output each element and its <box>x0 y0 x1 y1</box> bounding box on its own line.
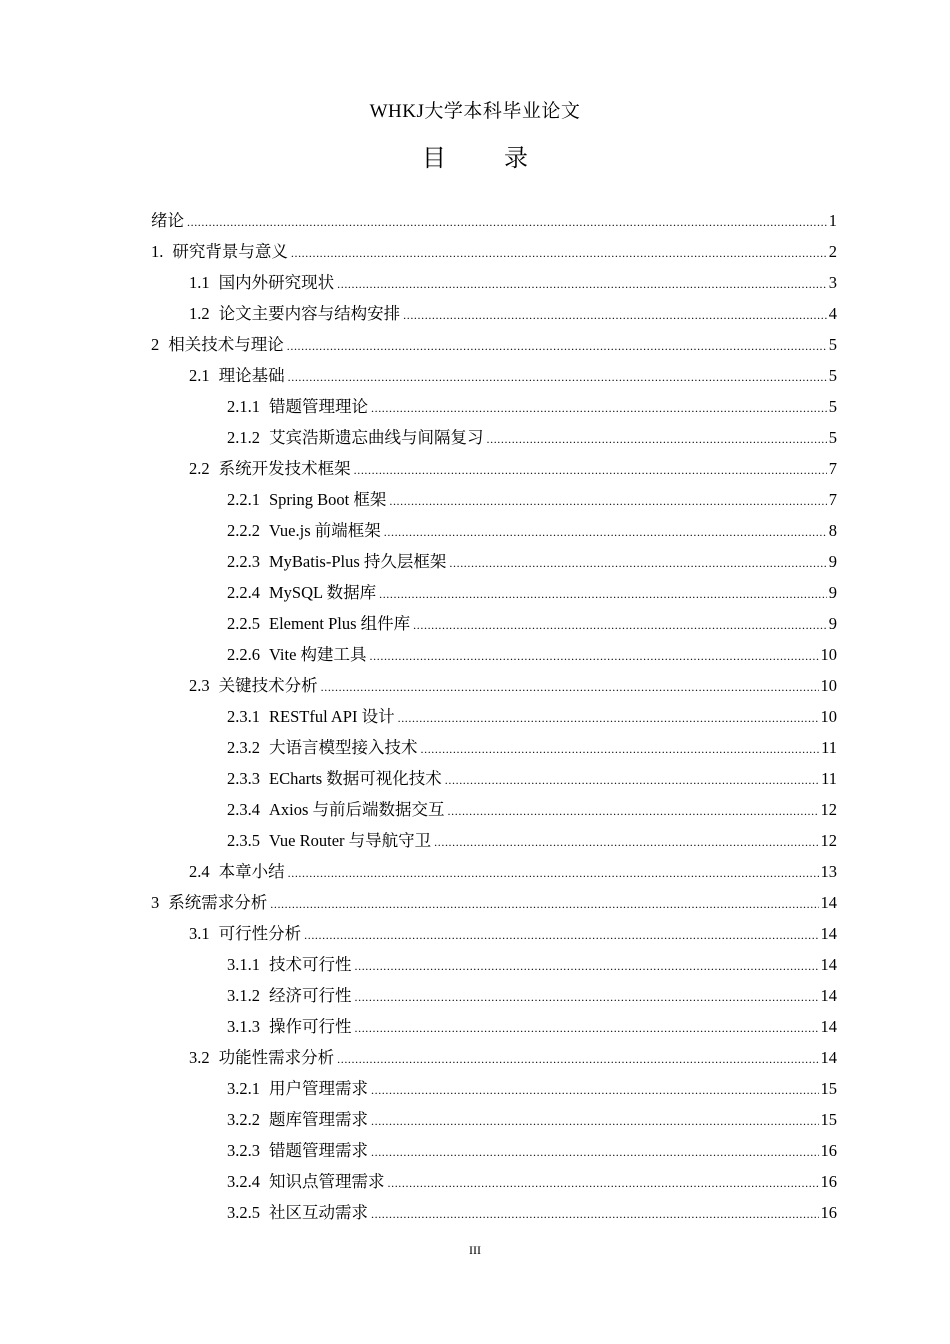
toc-entry-page: 16 <box>820 1141 837 1160</box>
toc-entry-title: 用户管理需求 <box>269 1079 368 1098</box>
toc-entry[interactable] <box>151 1166 837 1197</box>
toc-entry-page: 9 <box>828 614 837 633</box>
toc-entry-page: 14 <box>820 924 837 943</box>
toc-entry-page: 5 <box>828 428 837 447</box>
toc-dot-leader <box>337 1044 818 1075</box>
toc-entry[interactable] <box>151 608 837 639</box>
toc-entry[interactable] <box>151 453 837 484</box>
toc-entry-number: 2.1.1 <box>227 397 260 416</box>
toc-dot-leader <box>403 300 827 331</box>
toc-entry-page: 5 <box>828 397 837 416</box>
toc-dot-leader <box>413 610 827 641</box>
toc-entry-title: 研究背景与意义 <box>172 242 288 261</box>
toc-dot-leader <box>371 1075 819 1106</box>
toc-entry-number: 2.3.3 <box>227 769 260 788</box>
table-of-contents <box>151 205 837 1228</box>
toc-entry-title: 错题管理需求 <box>269 1141 368 1160</box>
toc-dot-leader <box>355 1013 819 1044</box>
page-title: 目 录 <box>422 146 554 172</box>
toc-dot-leader <box>304 920 818 951</box>
toc-entry-title: MyBatis-Plus 持久层框架 <box>269 552 447 571</box>
toc-dot-leader <box>384 517 827 548</box>
toc-entry[interactable] <box>151 1073 837 1104</box>
toc-entry-page: 10 <box>820 676 837 695</box>
toc-entry-page: 16 <box>820 1203 837 1222</box>
toc-entry-number: 2.3.4 <box>227 800 260 819</box>
toc-entry-title: 国内外研究现状 <box>218 273 335 292</box>
toc-entry-title: 错题管理理论 <box>269 397 368 416</box>
toc-entry-page: 14 <box>820 1048 837 1067</box>
toc-entry-title: 知识点管理需求 <box>269 1172 385 1191</box>
toc-entry-number: 1. <box>151 242 164 261</box>
toc-entry-page: 3 <box>828 273 837 292</box>
toc-dot-leader <box>291 238 827 269</box>
toc-entry-page: 12 <box>820 831 837 850</box>
toc-entry-title: 理论基础 <box>218 366 285 385</box>
toc-entry[interactable] <box>151 1104 837 1135</box>
toc-entry-page: 4 <box>828 304 837 323</box>
toc-entry[interactable] <box>151 236 837 267</box>
toc-dot-leader <box>388 1168 819 1199</box>
toc-dot-leader <box>354 455 827 486</box>
toc-entry-number: 2.3.1 <box>227 707 260 726</box>
toc-entry[interactable] <box>151 980 837 1011</box>
toc-entry[interactable] <box>151 794 837 825</box>
toc-entry[interactable] <box>151 1042 837 1073</box>
toc-entry-title: MySQL 数据库 <box>269 583 377 602</box>
toc-entry-title: Vite 构建工具 <box>269 645 367 664</box>
toc-dot-leader <box>371 1106 819 1137</box>
toc-entry-number: 3.1.2 <box>227 986 260 1005</box>
toc-dot-leader <box>421 734 820 765</box>
toc-entry[interactable] <box>151 825 837 856</box>
toc-entry-number: 2.1 <box>189 366 210 385</box>
toc-entry-page: 2 <box>828 242 837 261</box>
toc-entry-page: 5 <box>828 366 837 385</box>
toc-dot-leader <box>449 548 826 579</box>
toc-entry-page: 13 <box>820 862 837 881</box>
toc-dot-leader <box>487 424 827 455</box>
toc-entry-page: 8 <box>828 521 837 540</box>
toc-entry-page: 5 <box>828 335 837 354</box>
toc-dot-leader <box>371 1137 819 1168</box>
toc-entry-title: 绪论 <box>151 211 184 230</box>
toc-entry-number: 2.2.3 <box>227 552 260 571</box>
toc-entry[interactable] <box>151 267 837 298</box>
toc-dot-leader <box>448 796 819 827</box>
toc-entry[interactable] <box>151 918 837 949</box>
toc-dot-leader <box>370 641 819 672</box>
toc-entry[interactable] <box>151 1135 837 1166</box>
toc-entry[interactable] <box>151 422 837 453</box>
toc-entry-page: 11 <box>821 769 837 788</box>
page-number: III <box>469 1243 481 1257</box>
toc-entry-number: 2 <box>151 335 160 354</box>
toc-entry-title: 艾宾浩斯遗忘曲线与间隔复习 <box>269 428 484 447</box>
toc-entry-page: 14 <box>820 893 837 912</box>
toc-entry-number: 2.2.2 <box>227 521 260 540</box>
toc-entry[interactable] <box>151 639 837 670</box>
toc-dot-leader <box>355 982 819 1013</box>
toc-entry[interactable] <box>151 515 837 546</box>
toc-dot-leader <box>398 703 819 734</box>
toc-entry[interactable] <box>151 546 837 577</box>
toc-entry[interactable] <box>151 205 837 236</box>
toc-entry-title: 本章小结 <box>218 862 285 881</box>
toc-entry-title: 相关技术与理论 <box>168 335 284 354</box>
toc-dot-leader <box>389 486 826 517</box>
toc-entry-page: 10 <box>820 645 837 664</box>
toc-entry-number: 2.2.6 <box>227 645 260 664</box>
toc-entry[interactable] <box>151 298 837 329</box>
toc-entry-title: Vue Router 与导航守卫 <box>269 831 432 850</box>
toc-dot-leader <box>288 858 819 889</box>
toc-entry-page: 14 <box>820 955 837 974</box>
toc-entry-number: 2.3.2 <box>227 738 260 757</box>
toc-entry-number: 3.1.1 <box>227 955 260 974</box>
toc-entry-number: 3.2.2 <box>227 1110 260 1129</box>
toc-entry-number: 2.4 <box>189 862 210 881</box>
toc-dot-leader <box>270 889 818 920</box>
toc-entry-number: 1.1 <box>189 273 210 292</box>
toc-entry[interactable] <box>151 856 837 887</box>
toc-entry[interactable] <box>151 701 837 732</box>
toc-dot-leader <box>379 579 827 610</box>
toc-entry-title: ECharts 数据可视化技术 <box>269 769 442 788</box>
toc-entry-number: 3.1 <box>189 924 210 943</box>
toc-entry-number: 3.2.5 <box>227 1203 260 1222</box>
toc-entry-page: 9 <box>828 583 837 602</box>
toc-entry-number: 2.2 <box>189 459 210 478</box>
toc-entry-title: 系统开发技术框架 <box>218 459 351 478</box>
toc-entry-page: 14 <box>820 986 837 1005</box>
toc-entry-number: 3.2 <box>189 1048 210 1067</box>
toc-entry-title: 关键技术分析 <box>218 676 318 695</box>
toc-entry-page: 11 <box>821 738 837 757</box>
toc-entry-page: 1 <box>828 211 837 230</box>
toc-entry[interactable] <box>151 1197 837 1228</box>
toc-entry[interactable] <box>151 329 837 360</box>
toc-entry-number: 2.1.2 <box>227 428 260 447</box>
toc-entry-page: 15 <box>820 1110 837 1129</box>
toc-entry[interactable] <box>151 887 837 918</box>
toc-entry-page: 10 <box>820 707 837 726</box>
toc-dot-leader <box>288 362 827 393</box>
toc-entry-number: 2.2.4 <box>227 583 260 602</box>
toc-entry-number: 2.2.1 <box>227 490 260 509</box>
toc-dot-leader <box>355 951 819 982</box>
toc-entry-number: 3.2.4 <box>227 1172 260 1191</box>
toc-entry-title: RESTful API 设计 <box>269 707 395 726</box>
toc-entry-number: 3.1.3 <box>227 1017 260 1036</box>
toc-entry[interactable] <box>151 577 837 608</box>
toc-entry[interactable] <box>151 763 837 794</box>
toc-dot-leader <box>445 765 819 796</box>
toc-dot-leader <box>371 393 827 424</box>
toc-entry[interactable] <box>151 391 837 422</box>
toc-entry-number: 2.3.5 <box>227 831 260 850</box>
running-header: WHKJ大学本科毕业论文 <box>369 101 581 122</box>
toc-entry-number: 1.2 <box>189 304 210 323</box>
toc-entry-title: Spring Boot 框架 <box>269 490 387 509</box>
toc-entry-title: Element Plus 组件库 <box>269 614 411 633</box>
toc-entry[interactable] <box>151 949 837 980</box>
toc-entry-page: 15 <box>820 1079 837 1098</box>
toc-entry-title: Axios 与前后端数据交互 <box>269 800 445 819</box>
toc-entry-title: 题库管理需求 <box>269 1110 368 1129</box>
toc-entry-title: 可行性分析 <box>218 924 302 943</box>
toc-entry-page: 7 <box>828 490 837 509</box>
toc-dot-leader <box>187 207 827 238</box>
toc-dot-leader <box>287 331 827 362</box>
toc-entry[interactable] <box>151 484 837 515</box>
toc-entry-number: 2.2.5 <box>227 614 260 633</box>
toc-entry[interactable] <box>151 1011 837 1042</box>
toc-dot-leader <box>337 269 827 300</box>
toc-entry-page: 7 <box>828 459 837 478</box>
toc-entry-title: 系统需求分析 <box>168 893 268 912</box>
toc-entry-title: 操作可行性 <box>269 1017 352 1036</box>
toc-entry-page: 9 <box>828 552 837 571</box>
toc-dot-leader <box>321 672 819 703</box>
toc-dot-leader <box>434 827 818 858</box>
toc-entry-number: 3 <box>151 893 160 912</box>
toc-entry-page: 14 <box>820 1017 837 1036</box>
toc-entry[interactable] <box>151 360 837 391</box>
toc-entry-number: 2.3 <box>189 676 210 695</box>
toc-entry-number: 3.2.1 <box>227 1079 260 1098</box>
toc-entry-title: 功能性需求分析 <box>218 1048 335 1067</box>
toc-entry-page: 16 <box>820 1172 837 1191</box>
toc-entry-title: 社区互动需求 <box>269 1203 368 1222</box>
toc-entry-page: 12 <box>820 800 837 819</box>
toc-entry-number: 3.2.3 <box>227 1141 260 1160</box>
toc-dot-leader <box>371 1199 819 1230</box>
toc-entry-title: 技术可行性 <box>269 955 352 974</box>
toc-entry-title: Vue.js 前端框架 <box>269 521 381 540</box>
toc-entry-title: 大语言模型接入技术 <box>269 738 418 757</box>
toc-entry-title: 经济可行性 <box>269 986 352 1005</box>
toc-entry[interactable] <box>151 670 837 701</box>
toc-entry[interactable] <box>151 732 837 763</box>
toc-entry-title: 论文主要内容与结构安排 <box>218 304 401 323</box>
